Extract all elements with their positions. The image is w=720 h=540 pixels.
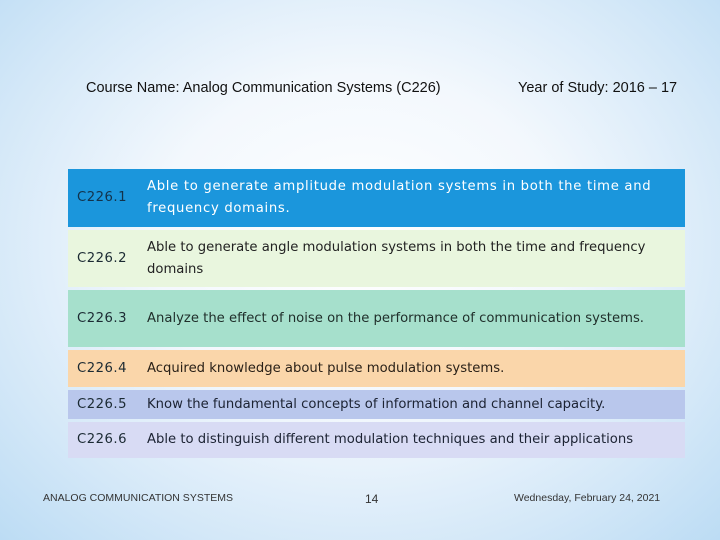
footer-title: ANALOG COMMUNICATION SYSTEMS [43,492,233,504]
slide-header [86,80,706,96]
footer-date: Wednesday, February 24, 2021 [514,492,661,504]
page-number: 14 [365,492,379,506]
outcome-code: C226.5 [68,390,147,419]
table-row [68,422,685,458]
outcome-description: Acquired knowledge about pulse modulation systems. [147,350,685,387]
outcome-code: C226.2 [68,230,147,287]
outcome-code: C226.1 [68,169,147,227]
year-of-study: Year of Study: 2016 – 17 [518,80,678,96]
outcome-code: C226.6 [68,422,147,458]
outcome-code: C226.4 [68,350,147,387]
outcome-code: C226.3 [68,290,147,347]
course-name: Course Name: Analog Communication Systems (C226) [86,80,441,96]
outcome-description: Know the fundamental concepts of information and channel capacity. [147,390,685,419]
outcome-description: Able to distinguish different modulation techniques and their applications [147,422,685,458]
outcome-description: Able to generate amplitude modulation systems in both the time and frequency domains. [147,169,685,227]
outcome-description: Able to generate angle modulation systems in both the time and frequency domains [147,230,685,287]
table-row [68,290,685,347]
outcome-description: Analyze the effect of noise on the performance of communication systems. [147,290,685,347]
course-outcomes-table [68,166,685,461]
table-row [68,350,685,387]
table-row [68,230,685,287]
table-row [68,169,685,227]
table-row [68,390,685,419]
